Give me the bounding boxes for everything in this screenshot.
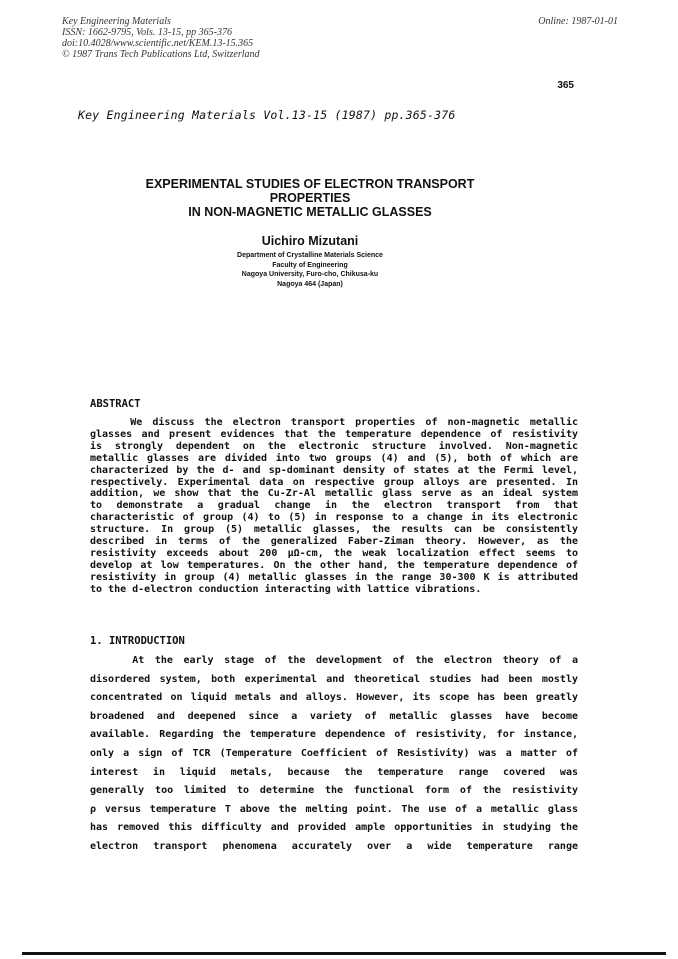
paper-title	[0, 177, 620, 219]
footer-rule	[22, 952, 666, 955]
abstract-line: develop at low temperatures. On the other hand, the temperature dependence of	[90, 559, 578, 571]
abstract-heading: ABSTRACT	[90, 398, 141, 410]
meta-journal: Key Engineering Materials	[62, 16, 171, 27]
abstract-line: addition, we show that the Cu-Zr-Al metallic glass serve as an ideal system	[90, 488, 578, 500]
affiliation-line: Nagoya University, Furo-cho, Chikusa-ku	[241, 271, 379, 278]
abstract-line: We discuss the electron transport properties of non-magnetic metallic	[90, 417, 578, 428]
affiliation-line: Department of Crystalline Materials Science	[237, 252, 383, 259]
meta-online-date: Online: 1987-01-01	[538, 16, 618, 27]
meta-copyright: © 1987 Trans Tech Publications Ltd, Switzerland	[62, 49, 260, 60]
abstract-line: glasses and present evidences that the temperature dependence of resistivity	[90, 428, 578, 440]
author-name: Uichiro Mizutani	[261, 234, 359, 248]
abstract-line: structure. In group (5) metallic glasses, the results can be consistently	[90, 524, 578, 536]
affiliation-line: Nagoya 464 (Japan)	[277, 280, 343, 288]
introduction-line: At the early stage of the development of the electron theory of a	[90, 655, 578, 666]
introduction-line: has removed this difficulty and provided ample opportunities in studying the	[90, 822, 578, 834]
introduction-body	[90, 652, 578, 857]
meta-doi[interactable]: doi:10.4028/www.scientific.net/KEM.13-15.365	[62, 38, 254, 49]
affiliation	[0, 251, 620, 289]
introduction-line: only a sign of TCR (Temperature Coefficient of Resistivity) was a matter of	[90, 747, 578, 759]
abstract-line: characterized by the d- and sp-dominant density of states at the Fermi level,	[90, 464, 578, 476]
abstract-line: to the d-electron conduction interacting with lattice vibrations.	[90, 583, 482, 595]
introduction-line: available. Regarding the temperature dependence of resistivity, for instance,	[90, 729, 578, 741]
abstract-line: respectively. Experimental data on respective group alloys are presented. In	[90, 476, 578, 488]
citation-metadata	[62, 16, 260, 60]
meta-issn: ISSN: 1662-9795, Vols. 13-15, pp 365-376	[62, 27, 232, 38]
abstract-line: resistivity exceeds about 200 μΩ-cm, the weak localization effect seems to	[90, 547, 578, 559]
introduction-line: concentrated on liquid metals and alloys. However, its scope has been greatly	[90, 692, 578, 704]
abstract-body	[90, 417, 578, 596]
introduction-line: broadened and deepened since a variety of metallic glasses have become	[90, 710, 578, 722]
introduction-line: electron transport phenomena accurately over a wide temperature range	[90, 840, 578, 852]
abstract-line: to demonstrate a gradual change in the electron transport from that	[90, 500, 578, 512]
title-line-2: PROPERTIES	[269, 191, 351, 205]
introduction-line: interest in liquid metals, because the temperature range covered was	[90, 766, 578, 778]
abstract-line: metallic glasses are divided into two groups (4) and (5), both of which are	[90, 452, 578, 464]
affiliation-line: Faculty of Engineering	[272, 261, 348, 269]
introduction-line: disordered system, both experimental and theoretical studies had been mostly	[90, 673, 578, 685]
page-number: 365	[557, 80, 574, 91]
abstract-line: described in terms of the generalized Faber-Ziman theory. However, as the	[90, 536, 578, 548]
title-line-1: EXPERIMENTAL STUDIES OF ELECTRON TRANSPORT	[145, 177, 475, 191]
abstract-line: is strongly dependent on the electronic structure involved. Non-magnetic	[90, 440, 578, 452]
section-heading-introduction: 1. INTRODUCTION	[90, 635, 185, 647]
introduction-line: ρ versus temperature T above the melting point. The use of a metallic glass	[90, 803, 578, 815]
abstract-line: resistivity in group (4) metallic glasses in the range 30-300 K is attributed	[90, 571, 578, 583]
introduction-line: generally too limited to determine the functional form of the resistivity	[90, 785, 578, 797]
abstract-line: characteristic of group (4) to (5) in response to a change in its electronic	[90, 512, 578, 524]
journal-line: Key Engineering Materials Vol.13-15 (1987) pp.365-376	[78, 108, 456, 122]
title-line-3: IN NON-MAGNETIC METALLIC GLASSES	[188, 205, 432, 219]
